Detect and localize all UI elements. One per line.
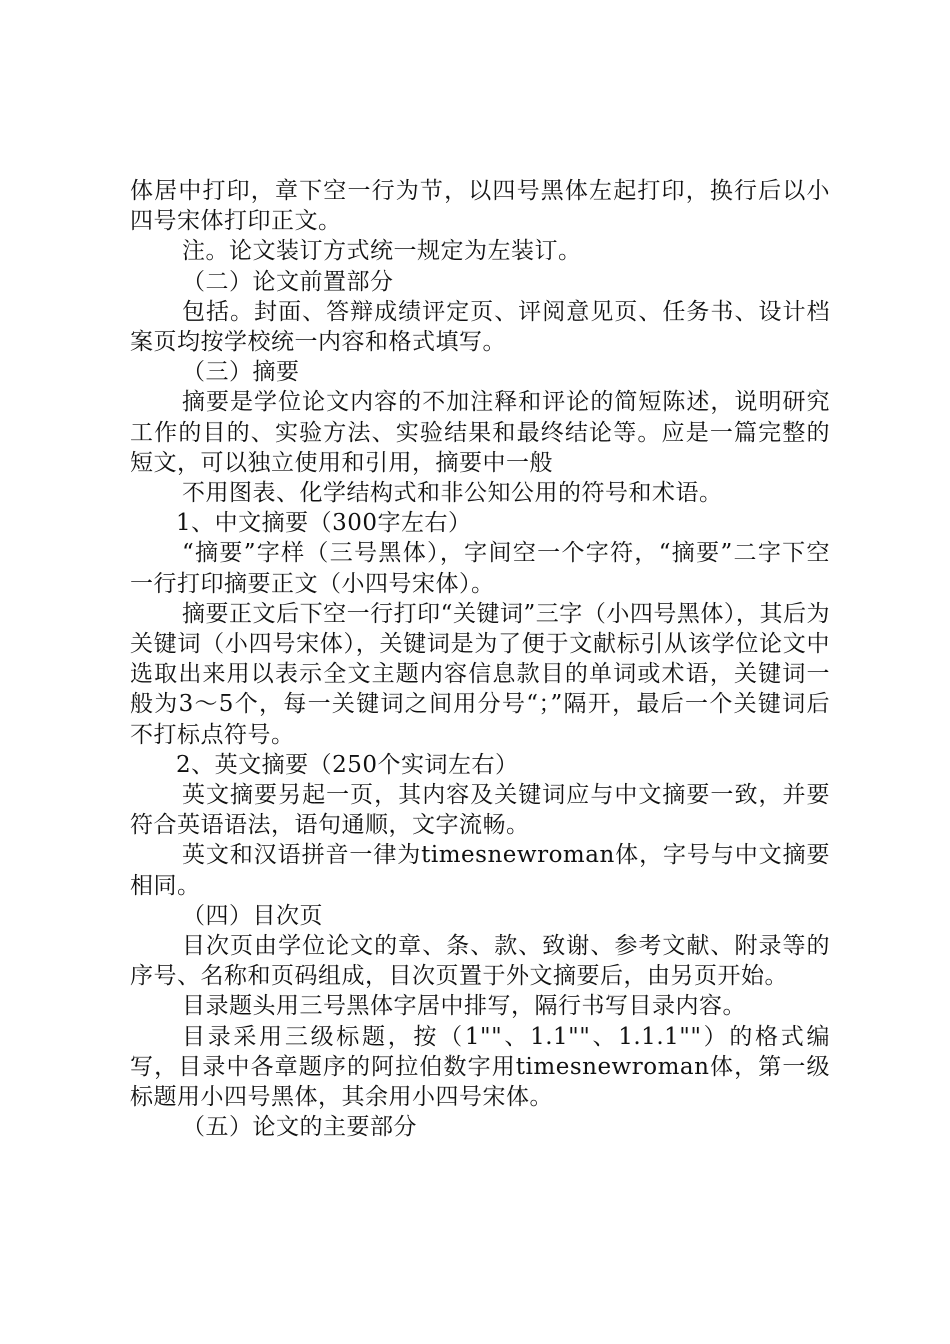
paragraph: 摘要正文后下空一行打印“关键词”三字（小四号黑体），其后为关键词（小四号宋体），关键词是为了便于文献标引从该学位论文中选取出来用以表示全文主题内容信息款目的单词或术语，关键词一般为3～5个，每一关键词之间用分号“；”隔开，最后一个关键词后不打标点符号。 bbox=[130, 600, 830, 748]
paragraph: 英文和汉语拼音一律为timesnewroman体，字号与中文摘要相同。 bbox=[130, 842, 830, 899]
paragraph: 目录采用三级标题，按（1""、1.1""、1.1.1""）的格式编写，目录中各章题序的阿拉伯数字用timesnewroman体，第一级标题用小四号黑体，其余用小四号宋体。 bbox=[130, 1023, 830, 1111]
paragraph-note: 注。论文装订方式统一规定为左装订。 bbox=[182, 238, 582, 265]
paragraph-continuation: 体居中打印，章下空一行为节，以四号黑体左起打印，换行后以小四号宋体打印正文。 bbox=[130, 178, 830, 235]
section-heading-2: （二）论文前置部分 bbox=[182, 268, 394, 295]
subsection-heading-1: 1、中文摘要（300字左右） bbox=[176, 510, 472, 537]
paragraph: 目录题头用三号黑体字居中排写，隔行书写目录内容。 bbox=[182, 993, 746, 1020]
paragraph: 摘要是学位论文内容的不加注释和评论的简短陈述，说明研究工作的目的、实验方法、实验结果和最终结论等。应是一篇完整的短文，可以独立使用和引用，摘要中一般 bbox=[130, 389, 830, 476]
section-heading-3: （三）摘要 bbox=[182, 359, 300, 386]
subsection-heading-2: 2、英文摘要（250个实词左右） bbox=[176, 751, 519, 778]
paragraph: 不用图表、化学结构式和非公知公用的符号和术语。 bbox=[182, 480, 723, 507]
paragraph: 目次页由学位论文的章、条、款、致谢、参考文献、附录等的序号、名称和页码组成，目次页置于外文摘要后，由另页开始。 bbox=[130, 933, 830, 990]
body-text bbox=[130, 176, 830, 1143]
section-heading-4: （四）目次页 bbox=[182, 902, 323, 929]
section-heading-5: （五）论文的主要部分 bbox=[182, 1114, 417, 1141]
paragraph: 英文摘要另起一页，其内容及关键词应与中文摘要一致，并要符合英语语法，语句通顺，文字流畅。 bbox=[130, 782, 830, 839]
paragraph: “摘要”字样（三号黑体），字间空一个字符，“摘要”二字下空一行打印摘要正文（小四号宋体）。 bbox=[130, 540, 830, 597]
paragraph: 包括。封面、答辩成绩评定页、评阅意见页、任务书、设计档案页均按学校统一内容和格式填写。 bbox=[130, 298, 830, 356]
